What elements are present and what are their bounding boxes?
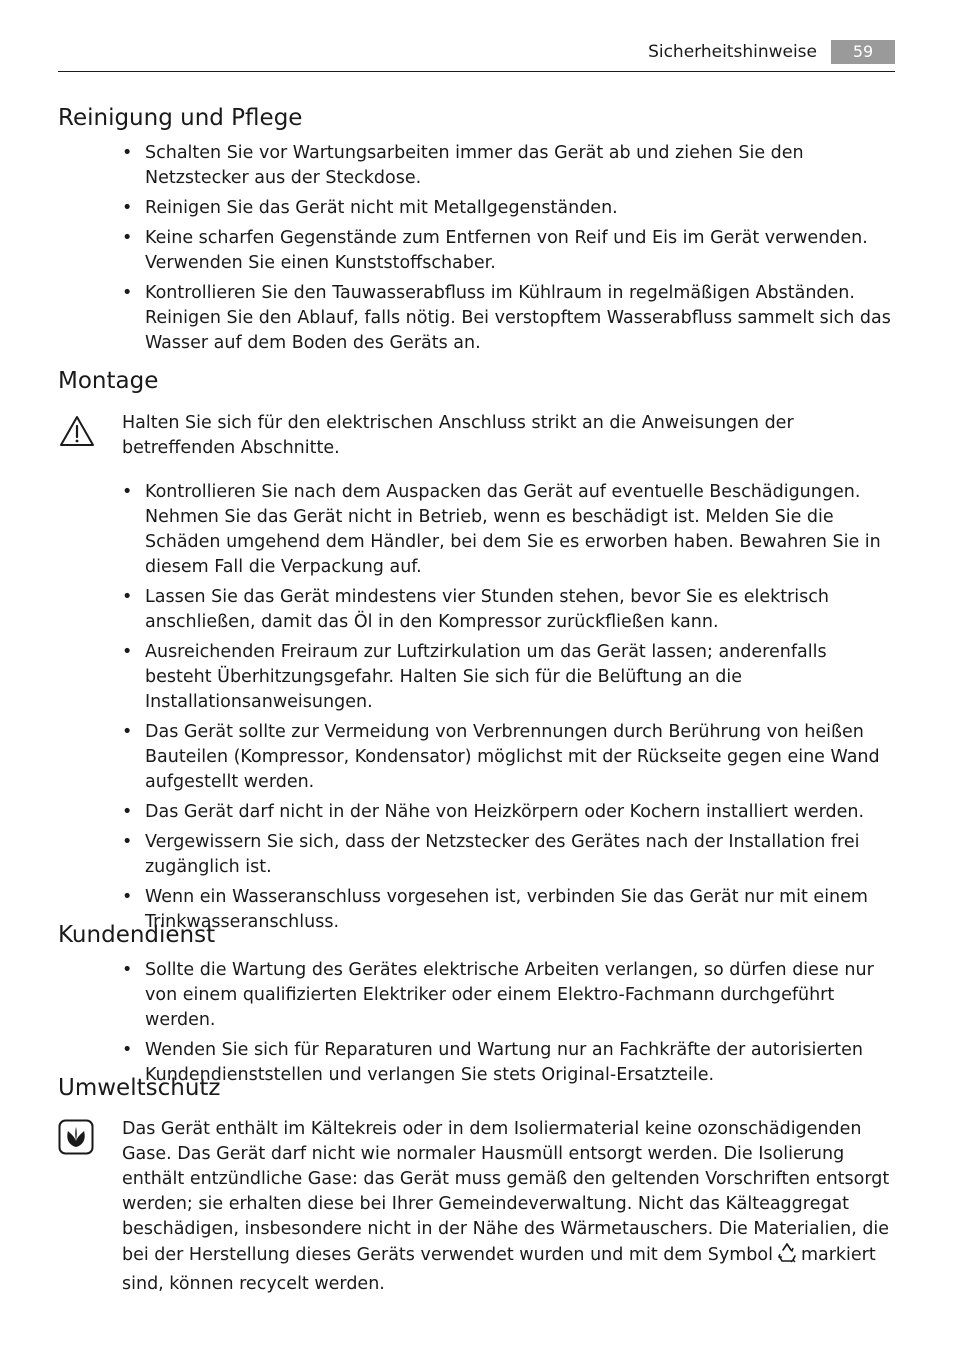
list-item: • Ausreichenden Freiraum zur Luftzirkulation um das Gerät lassen; anderenfalls besteht Überhitzungsgefahr. Halten Sie sich für die Belüftung an die Installationsanweisungen. — [120, 640, 898, 715]
environment-icon — [58, 1119, 94, 1159]
warning-triangle-icon — [58, 414, 96, 452]
umweltschutz-text-before: Das Gerät enthält im Kältekreis oder in dem Isoliermaterial keine ozonschädigenden Gase. Das Gerät darf nicht wie normaler Hausmüll entsorgt werden. Die Isolierung enthält entzündliche Gase: das Gerät muss gemäß den geltenden Vorschriften entsorgt werden; sie erhalten diese bei Ihrer Gemeindeverwaltung. Nicht das Kälteaggregat beschädigen, insbesondere nicht in der Nähe des Wärmetauschers. Die Materialien, die bei der Herstellung dieses Geräts verwendet wurden und mit dem Symbol — [122, 1119, 890, 1265]
section-title-umweltschutz: Umweltschutz — [58, 1075, 221, 1101]
list-item: • Sollte die Wartung des Gerätes elektrische Arbeiten verlangen, so dürfen diese nur von einem qualifizierten Elektriker oder einem Elektro-Fachmann durchgeführt werden. — [120, 958, 898, 1033]
montage-warning-text: Halten Sie sich für den elektrischen Anschluss strikt an die Anweisungen der betreffenden Abschnitte. — [122, 413, 794, 458]
list-item: • Vergewissern Sie sich, dass der Netzstecker des Gerätes nach der Installation frei zugänglich ist. — [120, 830, 898, 880]
montage-list — [120, 480, 898, 940]
section-title-reinigung: Reinigung und Pflege — [58, 105, 303, 131]
reinigung-list — [120, 141, 898, 361]
section-title-kundendienst: Kundendienst — [58, 922, 216, 948]
umweltschutz-text — [122, 1117, 898, 1297]
section-title-montage: Montage — [58, 368, 159, 394]
list-item: • Wenden Sie sich für Reparaturen und Wartung nur an Fachkräfte der autorisierten Kundendienststellen und verlangen Sie stets Original-Ersatzteile. — [120, 1038, 898, 1088]
kundendienst-list — [120, 958, 898, 1093]
list-item: • Wenn ein Wasseranschluss vorgesehen ist, verbinden Sie das Gerät nur mit einem Trinkwasseranschluss. — [120, 885, 898, 935]
list-item: • Kontrollieren Sie nach dem Auspacken das Gerät auf eventuelle Beschädigungen. Nehmen Sie das Gerät nicht in Betrieb, wenn es beschädigt ist. Melden Sie die Schäden umgehend dem Händler, bei dem Sie es erworben haben. Bewahren Sie in diesem Fall die Verpackung auf. — [120, 480, 898, 580]
list-item: • Lassen Sie das Gerät mindestens vier Stunden stehen, bevor Sie es elektrisch anschließen, damit das Öl in den Kompressor zurückfließen kann. — [120, 585, 898, 635]
list-item: • Das Gerät darf nicht in der Nähe von Heizkörpern oder Kochern installiert werden. — [120, 800, 898, 825]
header-section-title: Sicherheitshinweise — [648, 42, 817, 62]
page-header — [58, 38, 895, 72]
page-number: 59 — [831, 40, 895, 64]
recycling-icon — [776, 1242, 798, 1272]
umweltschutz-text-after: markiert sind, können recycelt werden. — [122, 1245, 876, 1294]
list-item: • Keine scharfen Gegenstände zum Entfernen von Reif und Eis im Gerät verwenden. Verwenden Sie einen Kunststoffschaber. — [120, 226, 898, 276]
list-item: • Das Gerät sollte zur Vermeidung von Verbrennungen durch Berührung von heißen Bauteilen (Kompressor, Kondensator) möglichst mit der Rückseite gegen eine Wand aufgestellt werden. — [120, 720, 898, 795]
list-item: • Schalten Sie vor Wartungsarbeiten immer das Gerät ab und ziehen Sie den Netzstecker aus der Steckdose. — [120, 141, 898, 191]
list-item: • Reinigen Sie das Gerät nicht mit Metallgegenständen. — [120, 196, 898, 221]
list-item: • Kontrollieren Sie den Tauwasserabfluss im Kühlraum in regelmäßigen Abständen. Reinigen Sie den Ablauf, falls nötig. Bei verstopftem Wasserabfluss sammelt sich das Wasser auf dem Boden des Geräts an. — [120, 281, 898, 356]
